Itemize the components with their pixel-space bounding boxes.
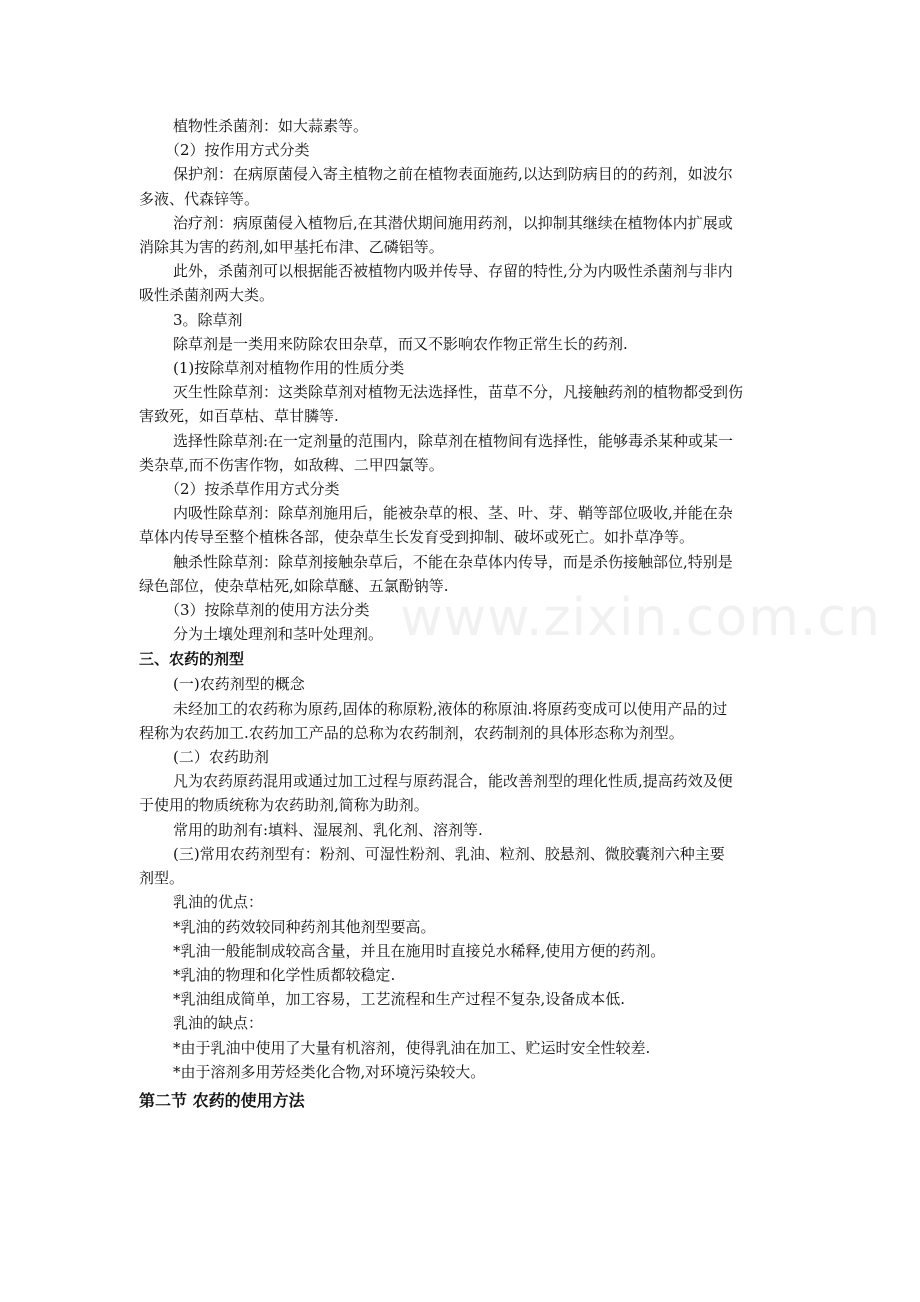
paragraph-line: 此外，杀菌剂可以根据能否被植物内吸并传导、存留的特性,分为内吸性杀菌剂与非内	[173, 262, 733, 281]
paragraph-line: 保护剂：在病原菌侵入寄主植物之前在植物表面施药,以达到防病目的的药剂，如波尔	[173, 165, 733, 184]
paragraph-line: 灭生性除草剂：这类除草剂对植物无法选择性，苗草不分，凡接触药剂的植物都受到伤	[173, 383, 744, 402]
paragraph-line: 内吸性除草剂：除草剂施用后，能被杂草的根、茎、叶、芽、鞘等部位吸收,并能在杂	[173, 504, 733, 523]
paragraph-line: 害致死，如百草枯、草甘膦等.	[139, 407, 339, 426]
paragraph-line: 草体内传导至整个植株各部，使杂草生长发育受到抑制、破坏或死亡。如扑草净等。	[139, 528, 695, 547]
bullet-item: *乳油的物理和化学性质都较稳定.	[173, 965, 396, 984]
paragraph-line: 类杂草,而不伤害作物，如敌稗、二甲四氯等。	[139, 455, 444, 474]
section-heading: 三、农药的剂型	[139, 650, 245, 669]
subsection-heading: 3。除草剂	[173, 310, 243, 329]
subsection-heading: (一)农药剂型的概念	[173, 675, 305, 694]
paragraph-line: 剂型。	[139, 869, 185, 888]
subsection-heading: （3）按除草剂的使用方法分类	[165, 601, 370, 620]
bullet-item: *乳油组成简单，加工容易，工艺流程和生产过程不复杂,设备成本低.	[173, 990, 626, 1009]
paragraph-line: 除草剂是一类用来防除农田杂草，而又不影响农作物正常生长的药剂.	[173, 334, 628, 353]
paragraph-line: 乳油的优点：	[173, 893, 264, 912]
paragraph-line: 消除其为害的药剂,如甲基托布津、乙磷铝等。	[139, 238, 444, 257]
paragraph-line: 常用的助剂有:填料、湿展剂、乳化剂、溶剂等.	[173, 820, 483, 839]
subsection-heading: (二）农药助剂	[173, 748, 269, 767]
paragraph-line: 多液、代森锌等。	[139, 189, 260, 208]
paragraph-line: 分为土壤处理剂和茎叶处理剂。	[173, 625, 384, 644]
paragraph-line: (三)常用农药剂型有：粉剂、可湿性粉剂、乳油、粒剂、胶悬剂、微胶囊剂六种主要	[173, 844, 725, 863]
paragraph-line: 治疗剂：病原菌侵入植物后,在其潜伏期间施用药剂，以抑制其继续在植物体内扩展或	[173, 213, 733, 232]
chapter-section-heading: 第二节 农药的使用方法	[139, 1090, 305, 1110]
paragraph-line: 选择性除草剂:在一定剂量的范围内，除草剂在植物间有选择性，能够毒杀某种或某一	[173, 431, 734, 450]
paragraph-line: 植物性杀菌剂：如大蒜素等。	[173, 117, 369, 135]
paragraph-line: 于使用的物质统称为农药助剂,简称为助剂。	[139, 796, 429, 815]
paragraph-line: 凡为农药原药混用或通过加工过程与原药混合，能改善剂型的理化性质,提高药效及便	[173, 772, 733, 791]
bullet-item: *乳油的药效较同种药剂其他剂型要高。	[173, 917, 436, 936]
subsection-heading: (1)按除草剂对植物作用的性质分类	[173, 359, 405, 378]
paragraph-line: 绿色部位，使杂草枯死,如除草醚、五氯酚钠等.	[139, 576, 449, 595]
watermark: www.zixin.com.cn	[400, 588, 881, 648]
paragraph-line: 程称为农药加工.农药加工产品的总称为农药制剂，农药制剂的具体形态称为剂型。	[139, 723, 684, 742]
subsection-heading: （2）按杀草作用方式分类	[165, 480, 340, 499]
paragraph-line: 乳油的缺点：	[173, 1014, 264, 1033]
document-body	[139, 114, 785, 1116]
bullet-item: *乳油一般能制成较高含量，并且在施用时直接兑水稀释,使用方便的药剂。	[173, 941, 666, 960]
paragraph-line: 吸性杀菌剂两大类。	[139, 286, 275, 305]
paragraph-line: 未经加工的农药称为原药,固体的称原粉,液体的称原油.将原药变成可以使用产品的过	[173, 699, 728, 718]
bullet-item: *由于乳油中使用了大量有机溶剂，使得乳油在加工、贮运时安全性较差.	[173, 1038, 651, 1057]
bullet-item: *由于溶剂多用芳烃类化合物,对环境污染较大。	[173, 1062, 486, 1081]
subsection-heading: （2）按作用方式分类	[165, 141, 310, 160]
paragraph-line: 触杀性除草剂：除草剂接触杂草后，不能在杂草体内传导，而是杀伤接触部位,特别是	[173, 552, 733, 571]
